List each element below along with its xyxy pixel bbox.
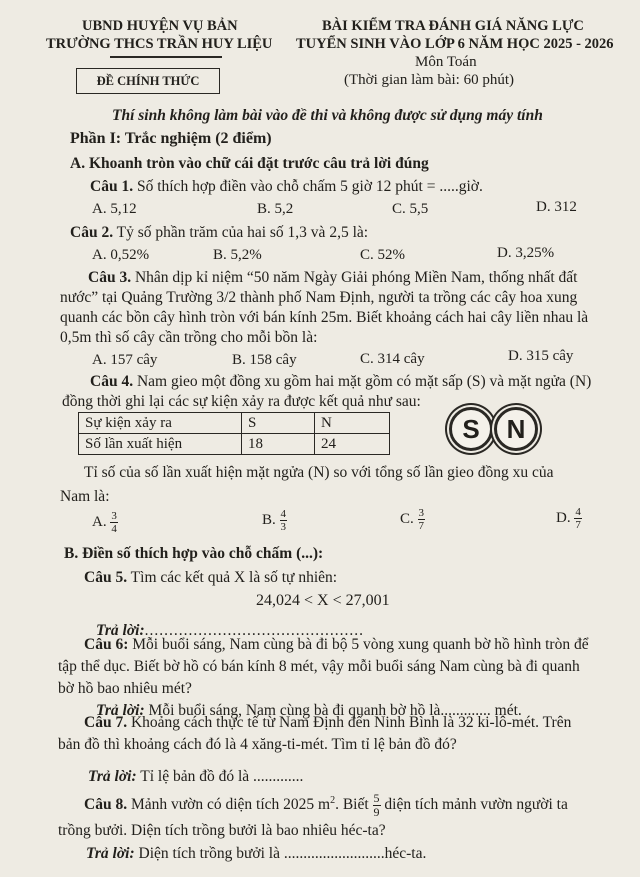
superscript: 2 (330, 794, 336, 806)
question-7-label: Câu 7. (84, 714, 128, 731)
table-cell: S (242, 413, 315, 434)
question-6-label: Câu 6: (84, 636, 129, 653)
q3-option-c[interactable]: C. 314 cây (360, 351, 425, 367)
header-underline-left (110, 56, 222, 58)
department-name: UBND HUYỆN VỤ BẢN (82, 18, 238, 34)
question-7-line2: bản đồ thì khoảng cách đó là 4 xăng-ti-mét. Tìm tỉ lệ bản đồ đó? (58, 736, 457, 753)
question-3-label: Câu 3. (88, 269, 132, 286)
coin-n-icon: N (494, 407, 538, 451)
question-3-line2: nước” tại Quảng Trường 3/2 thành phố Nam Định, người ta trồng các cây hoa xung (60, 289, 578, 306)
answer-label: Trả lời: (96, 702, 145, 719)
answer-blank[interactable]: Tỉ lệ bản đồ đó là ............. (136, 768, 304, 785)
answer-label: Trả lời: (96, 622, 145, 639)
part1-title: Phần I: Trắc nghiệm (2 điểm) (70, 130, 272, 147)
numerator: 4 (280, 508, 287, 520)
section-b-title: B. Điền số thích hợp vào chỗ chấm (...): (64, 545, 324, 562)
question-1 (90, 178, 483, 196)
table-cell: N (315, 413, 390, 434)
official-badge: ĐỀ CHÍNH THỨC (76, 68, 220, 94)
question-7-line1 (84, 714, 571, 732)
question-4-line1 (90, 373, 591, 391)
numerator: 3 (111, 510, 117, 522)
answer-label: Trả lời: (86, 845, 135, 862)
fraction (280, 508, 288, 533)
q3-option-a[interactable]: A. 157 cây (92, 352, 158, 368)
question-4-line3: Tỉ số của số lần xuất hiện mặt ngửa (N) so với tổng số lần gieo đồng xu của (84, 464, 554, 481)
q2-option-b[interactable]: B. 5,2% (213, 247, 262, 263)
question-7-text: Khoảng cách thực tế từ Nam Định đến Ninh Bình là 32 ki-lô-mét. Trên (127, 714, 572, 731)
question-1-text: Số thích hợp điền vào chỗ chấm 5 giờ 12 phút = .....giờ. (133, 178, 483, 195)
table-cell: Sự kiện xảy ra (79, 413, 242, 434)
question-2-label: Câu 2. (70, 224, 114, 241)
coin-results-table (78, 412, 390, 455)
answer-blank[interactable]: Mỗi buổi sáng, Nam cùng bà đi quanh bờ hồ là............. mét. (144, 702, 522, 719)
table-row (79, 434, 390, 455)
option-letter: A. (92, 513, 107, 530)
fraction (418, 507, 426, 532)
table-row (79, 413, 390, 434)
subject: Môn Toán (415, 54, 477, 70)
question-4-label: Câu 4. (90, 373, 134, 390)
table-cell: 18 (242, 434, 315, 455)
question-8-text: Mảnh vườn có diện tích 2025 m (127, 796, 331, 814)
question-8-line2: trồng bưởi. Diện tích trồng bưởi là bao nhiêu héc-ta? (58, 822, 386, 839)
denominator: 3 (280, 521, 287, 533)
fraction (574, 506, 582, 531)
q4-option-b[interactable] (262, 508, 287, 533)
answer-blank[interactable]: ............................................. (144, 622, 365, 639)
question-5-formula: 24,024 < X < 27,001 (256, 592, 390, 609)
answer-label: Trả lời: (88, 768, 137, 785)
table-cell: 24 (315, 434, 390, 455)
numerator: 5 (373, 791, 380, 805)
denominator: 4 (111, 523, 117, 535)
question-8-line1 (84, 792, 568, 819)
question-4-line4: Nam là: (60, 488, 110, 505)
instruction: Thí sinh không làm bài vào đề thi và không được sử dụng máy tính (112, 107, 543, 124)
fraction (373, 792, 381, 819)
q2-option-a[interactable]: A. 0,52% (92, 247, 150, 263)
q4-option-d[interactable] (556, 506, 582, 531)
denominator: 7 (575, 519, 581, 531)
exam-title: BÀI KIỂM TRA ĐÁNH GIÁ NĂNG LỰC (322, 18, 584, 34)
question-5-text: Tìm các kết quả X là số tự nhiên: (127, 569, 338, 586)
question-8-text: diện tích mảnh vườn người ta (380, 796, 568, 814)
q4-option-a[interactable] (92, 510, 118, 535)
school-name: TRƯỜNG THCS TRẦN HUY LIỆU (46, 36, 273, 52)
q1-option-d[interactable]: D. 312 (536, 199, 577, 215)
question-8-answer[interactable] (86, 845, 426, 863)
denominator: 7 (418, 520, 425, 532)
exam-time: (Thời gian làm bài: 60 phút) (344, 72, 514, 88)
question-7-answer[interactable] (88, 768, 303, 786)
question-6-text: Mỗi buổi sáng, Nam cùng bà đi bộ 5 vòng xung quanh bờ hồ hình tròn để (128, 636, 589, 653)
question-1-label: Câu 1. (90, 178, 134, 195)
question-8-label: Câu 8. (84, 796, 128, 814)
q1-option-a[interactable]: A. 5,12 (92, 201, 137, 217)
question-3-text: Nhân dịp kỉ niệm “50 năm Ngày Giải phóng Miền Nam, thống nhất đất (131, 269, 578, 286)
question-3-line1 (88, 269, 577, 287)
question-4-line2: đồng thời ghi lại các sự kiện xảy ra được kết quả như sau: (62, 393, 421, 410)
question-8-text: . Biết (335, 796, 373, 814)
question-4-text: Nam gieo một đồng xu gồm hai mặt gồm có mặt sấp (S) và mặt ngửa (N) (133, 373, 592, 390)
question-5 (84, 569, 337, 587)
coin-s-icon: S (449, 407, 493, 451)
question-3-line3: quanh các bồn cây hình tròn với bán kính 25m. Biết khoảng cách hai cây liền nhau là (60, 309, 589, 326)
question-6-line2: tập thể dục. Biết bờ hồ có bán kính 8 mét, vậy mỗi buổi sáng Nam cùng bà đi quanh (58, 658, 580, 675)
numerator: 4 (575, 506, 581, 518)
table-cell: Số lần xuất hiện (79, 434, 242, 455)
q2-option-c[interactable]: C. 52% (360, 247, 405, 263)
q1-option-c[interactable]: C. 5,5 (392, 201, 429, 217)
fraction (110, 510, 118, 535)
option-letter: D. (556, 509, 571, 526)
question-2 (70, 224, 368, 242)
answer-blank[interactable]: Diện tích trồng bưởi là ..........................héc-ta. (134, 845, 427, 862)
denominator: 9 (373, 805, 380, 819)
option-letter: B. (262, 511, 276, 528)
q2-option-d[interactable]: D. 3,25% (497, 245, 555, 261)
section-a-title: A. Khoanh tròn vào chữ cái đặt trước câu trả lời đúng (70, 155, 429, 172)
question-3-line4: 0,5m thì số cây cần trồng cho mỗi bồn là: (60, 329, 318, 346)
question-5-label: Câu 5. (84, 569, 128, 586)
question-2-text: Tỷ số phần trăm của hai số 1,3 và 2,5 là: (113, 224, 369, 241)
q3-option-b[interactable]: B. 158 cây (232, 352, 297, 368)
q4-option-c[interactable] (400, 507, 425, 532)
option-letter: C. (400, 510, 414, 527)
question-6-line1 (84, 636, 589, 654)
q1-option-b[interactable]: B. 5,2 (257, 201, 294, 217)
q3-option-d[interactable]: D. 315 cây (508, 348, 574, 364)
numerator: 3 (418, 507, 425, 519)
question-6-line3: bờ hồ bao nhiêu mét? (58, 680, 192, 697)
exam-subtitle: TUYỂN SINH VÀO LỚP 6 NĂM HỌC 2025 - 2026 (296, 36, 614, 52)
